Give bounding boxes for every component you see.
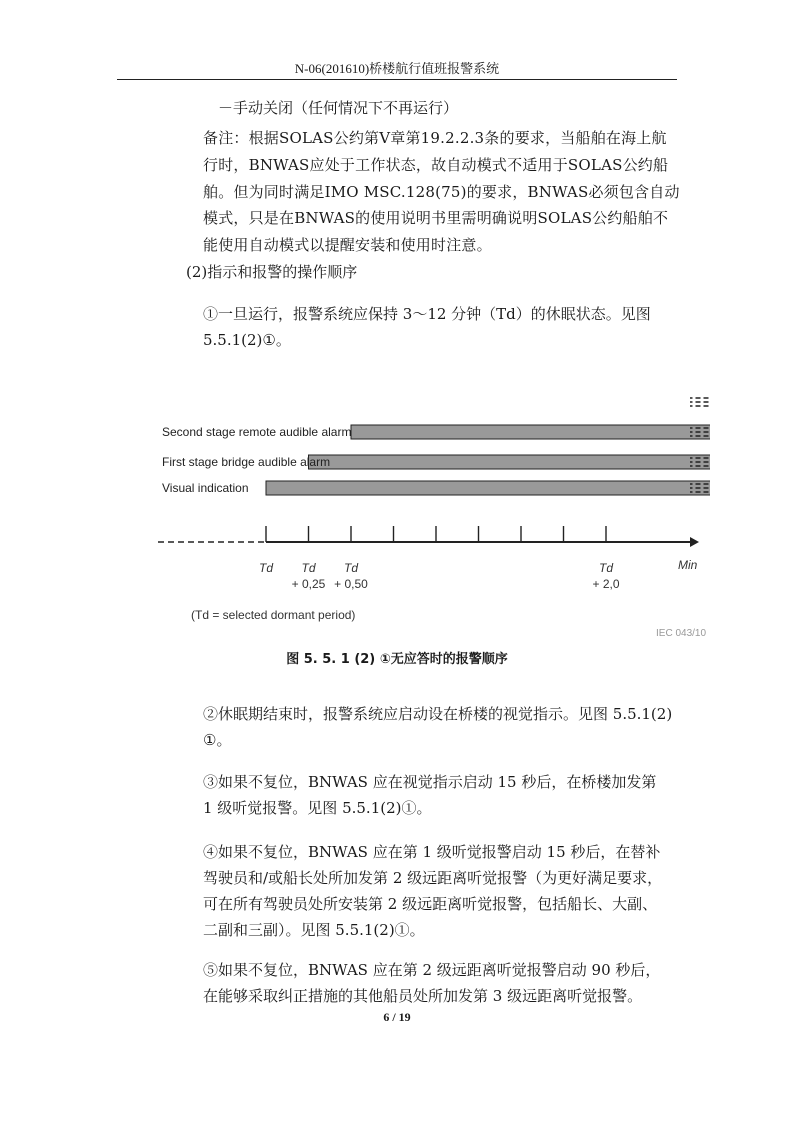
- note-line: 模式，只是在BNWAS的使用说明书里需明确说明SOLAS公约船舶不: [203, 209, 669, 227]
- item-4-line: 二副和三副）。见图 5.5.1(2)①。: [203, 921, 425, 939]
- item-5-line: ⑤如果不复位，BNWAS 应在第 2 级远距离听觉报警启动 90 秒后，: [203, 961, 661, 979]
- page-number: 6 / 19: [383, 1010, 411, 1024]
- alarm-sequence-figure: [150, 380, 710, 640]
- timeline-bar: [266, 481, 710, 495]
- figure-caption: 图 5. 5. 1 (2) ①无应答时的报警顺序: [286, 652, 508, 667]
- item-2-line: ②休眠期结束时，报警系统应启动设在桥楼的视觉指示。见图 5.5.1(2): [203, 705, 673, 723]
- timeline-bar: [309, 455, 711, 469]
- axis-unit-label: Min: [678, 558, 698, 572]
- page-header: N-06(201610)桥楼航行值班报警系统: [294, 61, 500, 76]
- tick-label: Td: [258, 561, 274, 575]
- iec-watermark: IEC 043/10: [656, 628, 707, 639]
- dormant-period-note: (Td = selected dormant period): [191, 608, 356, 622]
- item-3-line: 1 级听觉报警。见图 5.5.1(2)①。: [203, 799, 432, 817]
- note-line: 舶。但为同时满足IMO MSC.128(75)的要求，BNWAS必须包含自动: [203, 183, 680, 201]
- note-line: 行时，BNWAS应处于工作状态，故自动模式不适用于SOLAS公约船: [203, 156, 669, 174]
- timeline-bar: [351, 425, 710, 439]
- item-1-line: 5.5.1(2)①。: [203, 331, 291, 349]
- tick-label-offset: + 0,50: [334, 577, 368, 591]
- item-4-line: 驾驶员和/或船长处所加发第 2 级远距离听觉报警（为更好满足要求，: [203, 869, 663, 887]
- timeline-bar-label: Visual indication: [162, 481, 249, 495]
- tick-label: Td: [598, 561, 614, 575]
- time-axis-arrow: [690, 537, 699, 547]
- manual-off-mode: －手动关闭（任何情况下不再运行）: [218, 99, 459, 117]
- tick-label: Td: [343, 561, 359, 575]
- tick-label-offset: + 0,25: [291, 577, 326, 591]
- section-heading: (2)指示和报警的操作顺序: [186, 263, 358, 281]
- item-3-line: ③如果不复位，BNWAS 应在视觉指示启动 15 秒后，在桥楼加发第: [203, 773, 657, 791]
- tick-label: Td: [301, 561, 316, 575]
- item-4-line: ④如果不复位，BNWAS 应在第 1 级听觉报警启动 15 秒后，在替补: [203, 843, 661, 861]
- timeline-bar-label: First stage bridge audible alarm: [162, 455, 331, 469]
- item-1-line: ①一旦运行，报警系统应保持 3～12 分钟（Td）的休眠状态。见图: [203, 305, 651, 323]
- timeline-bar-label: Second stage remote audible alarm: [162, 425, 352, 439]
- header-rule: [117, 79, 677, 80]
- item-5-line: 在能够采取纠正措施的其他船员处所加发第 3 级远距离听觉报警。: [203, 987, 643, 1005]
- note-line: 能使用自动模式以提醒安装和使用时注意。: [203, 236, 492, 254]
- item-4-line: 可在所有驾驶员处所安装第 2 级远距离听觉报警，包括船长、大副、: [203, 895, 658, 913]
- tick-label-offset: + 2,0: [592, 577, 620, 591]
- item-2-line: ①。: [203, 731, 232, 749]
- note-line: 备注：根据SOLAS公约第V章第19.2.2.3条的要求，当船舶在海上航: [203, 129, 667, 147]
